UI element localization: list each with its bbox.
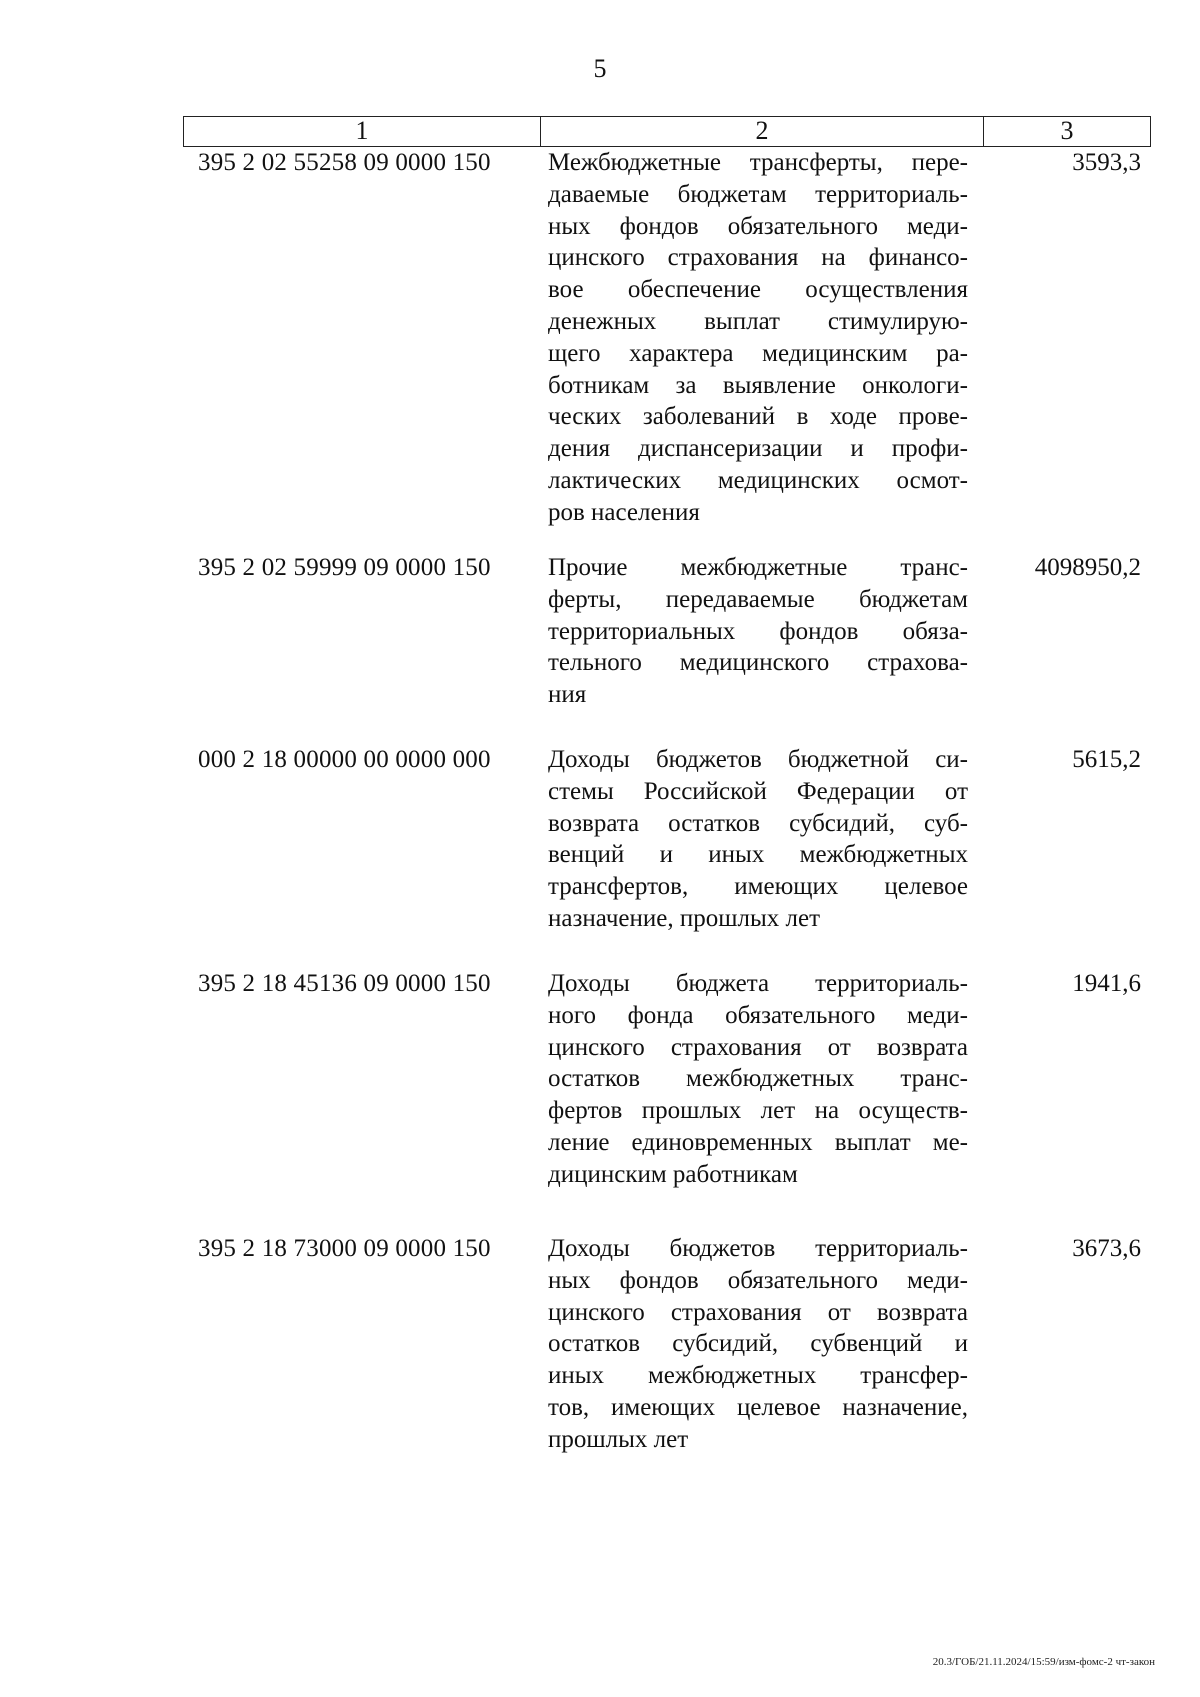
description-line: ление единовременных выплат ме- <box>548 1128 968 1156</box>
description-line: прошлых лет <box>548 1425 689 1453</box>
description-line: цинского страхования от возврата <box>548 1033 968 1061</box>
description-line: территориальных фондов обяза- <box>548 617 968 645</box>
description-line: ческих заболеваний в ходе прове- <box>548 403 968 431</box>
description-line: фертов прошлых лет на осуществ- <box>548 1097 968 1125</box>
description-line: дения диспансеризации и профи- <box>548 435 968 463</box>
row-code: 000 2 18 00000 00 0000 000 <box>198 746 491 773</box>
description-line: цинского страхования от возврата <box>548 1298 968 1326</box>
description-line: денежных выплат стимулирую- <box>548 307 968 335</box>
description-line: Доходы бюджета территориаль- <box>548 970 968 997</box>
row-amount: 3673,6 <box>1072 1235 1141 1262</box>
description-line: щего характера медицинским ра- <box>548 339 968 367</box>
description-line: ферты, передаваемые бюджетам <box>548 585 968 613</box>
description-line: назначение, прошлых лет <box>548 904 820 932</box>
description-line: лактических медицинских осмот- <box>548 466 968 494</box>
description-line: ботникам за выявление онкологи- <box>548 371 968 399</box>
row-code: 395 2 02 59999 09 0000 150 <box>198 554 491 581</box>
column-header-2: 2 <box>541 117 984 146</box>
page-number: 5 <box>593 54 607 83</box>
description-line: ния <box>548 681 587 709</box>
description-line: даваемые бюджетам территориаль- <box>548 180 968 208</box>
column-header-1: 1 <box>184 117 541 146</box>
table-header <box>183 116 1151 147</box>
description-line: ного фонда обязательного меди- <box>548 1001 968 1029</box>
row-code: 395 2 02 55258 09 0000 150 <box>198 149 491 176</box>
description-line: Межбюджетные трансферты, пере- <box>548 149 968 176</box>
description-line: возврата остатков субсидий, суб- <box>548 809 968 837</box>
row-description <box>548 968 968 1191</box>
description-line: остатков субсидий, субвенций и <box>548 1330 968 1358</box>
description-line: остатков межбюджетных транс- <box>548 1065 968 1093</box>
row-amount: 1941,6 <box>1072 970 1141 997</box>
description-line: ров населения <box>548 498 700 526</box>
row-description <box>548 552 968 711</box>
row-description <box>548 1233 968 1456</box>
description-line: дицинским работникам <box>548 1160 798 1188</box>
row-code: 395 2 18 73000 09 0000 150 <box>198 1235 491 1262</box>
description-line: трансфертов, имеющих целевое <box>548 873 968 901</box>
row-amount: 5615,2 <box>1072 746 1141 773</box>
row-amount: 4098950,2 <box>1034 554 1141 581</box>
description-line: венций и иных межбюджетных <box>548 841 968 869</box>
description-line: вое обеспечение осуществления <box>548 276 968 304</box>
row-description <box>548 147 968 529</box>
column-header-3: 3 <box>1060 116 1074 145</box>
document-footer-id: 20.3/ГОБ/21.11.2024/15:59/изм-фомс-2 чт-закон <box>932 1656 1155 1668</box>
description-line: стемы Российской Федерации от <box>548 777 968 805</box>
description-line: цинского страхования на финансо- <box>548 244 968 272</box>
description-line: Прочие межбюджетные транс- <box>548 554 968 581</box>
row-description <box>548 744 968 935</box>
row-code: 395 2 18 45136 09 0000 150 <box>198 970 491 997</box>
description-line: тельного медицинского страхова- <box>548 649 968 677</box>
description-line: иных межбюджетных трансфер- <box>548 1362 968 1390</box>
description-line: тов, имеющих целевое назначение, <box>548 1393 968 1421</box>
row-amount: 3593,3 <box>1072 149 1141 176</box>
description-line: Доходы бюджетов бюджетной си- <box>548 746 968 773</box>
description-line: Доходы бюджетов территориаль- <box>548 1235 968 1262</box>
description-line: ных фондов обязательного меди- <box>548 212 968 240</box>
description-line: ных фондов обязательного меди- <box>548 1266 968 1294</box>
